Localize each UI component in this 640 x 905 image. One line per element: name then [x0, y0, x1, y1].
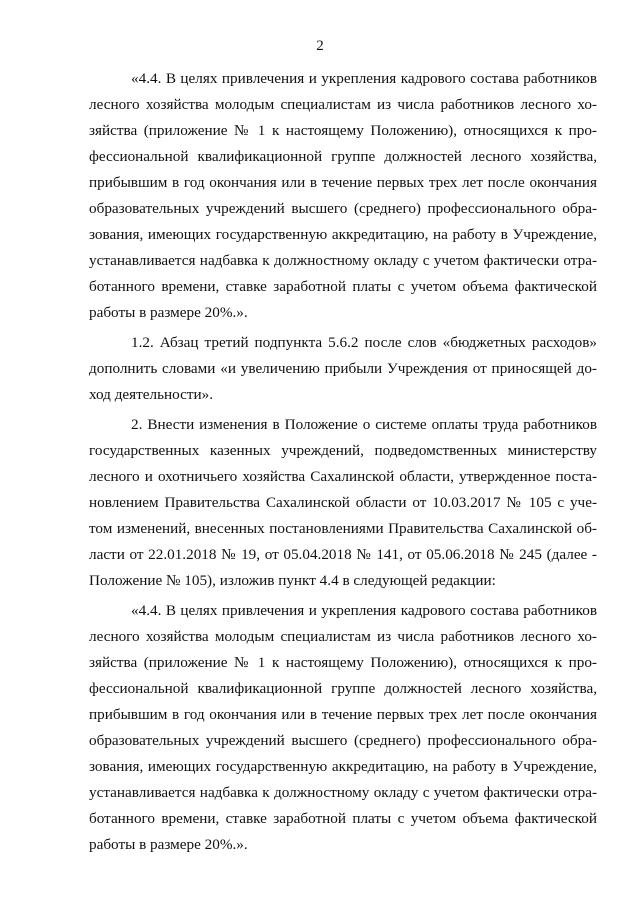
paragraph-item-1-2 — [89, 330, 597, 408]
text-line: 2. Внести изменения в Положение о системе оплаты труда работников — [131, 416, 597, 433]
text-line: работы в размере 20%.». — [89, 304, 248, 321]
text-line: дополнить словами «и увеличению прибыли Учреждения от приносящей до- — [89, 360, 597, 377]
text-line: прибывшим в год окончания или в течение первых трех лет после окончания — [89, 706, 597, 723]
text-line: фессиональной квалификационной группе должностей лесного хозяйства, — [89, 680, 597, 697]
text-line: работы в размере 20%.». — [89, 836, 248, 853]
text-line: ботанного времени, ставке заработной платы с учетом объема фактической — [89, 278, 597, 295]
text-line: Положение № 105), изложив пункт 4.4 в следующей редакции: — [89, 572, 496, 589]
text-line: «4.4. В целях привлечения и укрепления кадрового состава работников — [131, 602, 597, 619]
paragraph-item-2 — [89, 412, 597, 594]
text-line: зяйства (приложение № 1 к настоящему Положению), относящихся к про- — [89, 122, 597, 139]
text-line: «4.4. В целях привлечения и укрепления кадрового состава работников — [131, 70, 597, 87]
text-line: устанавливается надбавка к должностному окладу с учетом фактически отра- — [89, 784, 597, 801]
text-line: зяйства (приложение № 1 к настоящему Положению), относящихся к про- — [89, 654, 597, 671]
text-line: фессиональной квалификационной группе должностей лесного хозяйства, — [89, 148, 597, 165]
paragraph-amended-clause-4-4 — [89, 66, 597, 326]
text-line: ботанного времени, ставке заработной платы с учетом объема фактической — [89, 810, 597, 827]
paragraph-new-clause-4-4 — [89, 598, 597, 858]
text-line: зования, имеющих государственную аккредитацию, на работу в Учреждение, — [89, 226, 597, 243]
text-line: лесного хозяйства молодым специалистам из числа работников лесного хо- — [89, 96, 597, 113]
text-line: образовательных учреждений высшего (среднего) профессионального обра- — [89, 200, 597, 217]
text-line: том изменений, внесенных постановлениями Правительства Сахалинской об- — [89, 520, 597, 537]
text-line: ласти от 22.01.2018 № 19, от 05.04.2018 № 141, от 05.06.2018 № 245 (далее - — [89, 546, 597, 563]
text-line: 1.2. Абзац третий подпункта 5.6.2 после слов «бюджетных расходов» — [131, 334, 597, 351]
text-line: устанавливается надбавка к должностному окладу с учетом фактически отра- — [89, 252, 597, 269]
document-body — [89, 66, 597, 858]
text-line: государственных казенных учреждений, подведомственных министерству — [89, 442, 597, 459]
text-line: лесного хозяйства молодым специалистам из числа работников лесного хо- — [89, 628, 597, 645]
text-line: прибывшим в год окончания или в течение первых трех лет после окончания — [89, 174, 597, 191]
text-line: новлением Правительства Сахалинской области от 10.03.2017 № 105 с уче- — [89, 494, 597, 511]
text-line: лесного и охотничьего хозяйства Сахалинской области, утвержденное поста- — [89, 468, 597, 485]
text-line: зования, имеющих государственную аккредитацию, на работу в Учреждение, — [89, 758, 597, 775]
page-number: 2 — [316, 38, 324, 54]
text-line: образовательных учреждений высшего (среднего) профессионального обра- — [89, 732, 597, 749]
text-line: ход деятельности». — [89, 386, 214, 403]
